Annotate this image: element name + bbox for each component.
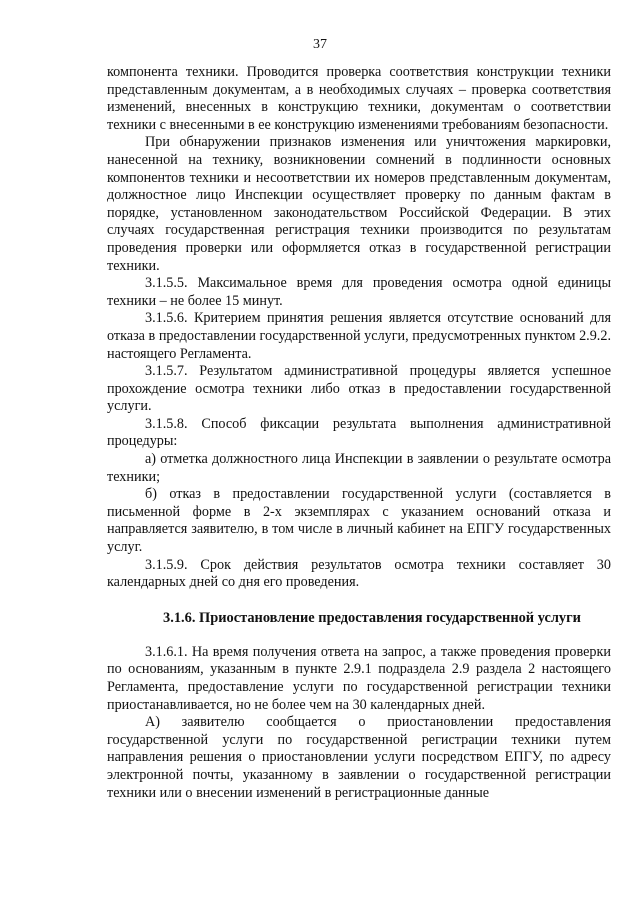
paragraph: 3.1.5.5. Максимальное время для проведения осмотра одной единицы техники – не более 15 минут. [107,275,611,309]
paragraph: 3.1.5.9. Срок действия результатов осмотра техники составляет 30 календарных дней со дня его проведения. [107,556,611,591]
list-item: б) отказ в предоставлении государственной услуги (составляется в письменной форме в 2-х экземплярах с указанием оснований отказа и направляется заявителю, в том числе в личный кабинет на ЕПГУ государственных услуг. [107,486,611,556]
paragraph: 3.1.5.6. Критерием принятия решения является отсутствие оснований для отказа в предоставлении государственной услуги, предусмотренных пунктом 2.9.2. настоящего Регламента. [107,310,611,362]
paragraph: 3.1.5.7. Результатом административной процедуры является успешное прохождение осмотра техники либо отказ в предоставлении государственной услуги. [107,363,611,415]
list-item: а) отметка должностного лица Инспекции в заявлении о результате осмотра техники; [107,451,611,485]
document-body [107,64,611,802]
paragraph: 3.1.6.1. На время получения ответа на запрос, а также проведения проверки по основаниям, указанным в пункте 2.9.1 подраздела 2.9 раздела 2 настоящего Регламента, предоставление услуги по государственной регистрации техники приостанавливается, но не более чем на 30 календарных дней. [107,643,611,713]
paragraph: 3.1.5.8. Способ фиксации результата выполнения административной процедуры: [107,415,611,450]
paragraph: А) заявителю сообщается о приостановлении предоставления государственной услуги по государственной регистрации техники путем направления решения о приостановлении услуги посредством ЕПГУ, по адресу электронной почты, указанному в заявлении о государственной регистрации техники или о внесении изменений в регистрационные данные [107,714,611,801]
paragraph: При обнаружении признаков изменения или уничтожения маркировки, нанесенной на технику, возникновении сомнений в подлинности основных компонентов техники и несоответствии их номеров представленным документам, должностное лицо Инспекции осуществляет проверку по данным фактам в порядке, установленном законодательством Российской Федерации. В этих случаях государственная регистрация техники производится по результатам проведения проверки или оформляется отказ в государственной регистрации техники. [107,134,611,274]
section-heading: 3.1.6. Приостановление предоставления государственной услуги [163,609,581,626]
paragraph: компонента техники. Проводится проверка соответствия конструкции техники представленным документам, а в необходимых случаях – проверка соответствия изменений, внесенных в конструкцию техники, документам о соответствии техники с внесенными в ее конструкцию изменениями требованиям безопасности. [107,64,611,133]
page-number: 37 [313,37,327,52]
